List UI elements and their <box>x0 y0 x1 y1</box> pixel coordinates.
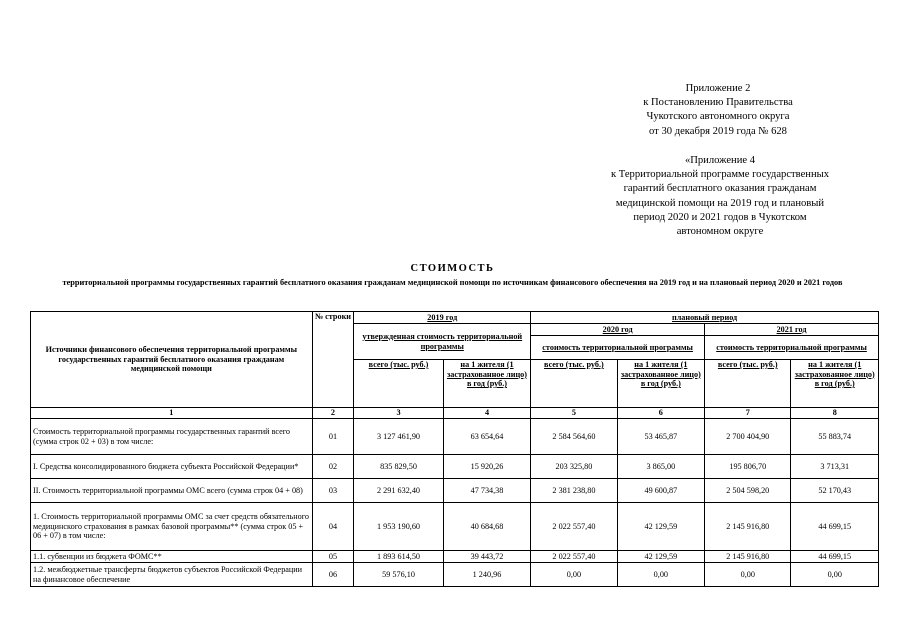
table-row <box>31 419 879 455</box>
header-approved-cost: утвержденная стоимость территориальной программы <box>354 324 531 360</box>
value-per-capita-2019: 15 920,26 <box>443 455 530 479</box>
column-number: 3 <box>354 408 443 419</box>
value-per-capita-2021: 44 699,15 <box>791 551 879 563</box>
appendix2-line: «Приложение 4 <box>684 155 756 166</box>
value-total-2019: 3 127 461,90 <box>354 419 443 455</box>
value-total-2020: 0,00 <box>531 563 617 587</box>
value-per-capita-2021: 3 713,31 <box>791 455 879 479</box>
header-source: Источники финансового обеспечения территориальной программы государственных гарантий бесплатного оказания гражданам медицинской помощи <box>31 312 313 408</box>
appendix-block <box>600 82 836 139</box>
header-row-number: № строки <box>312 312 354 408</box>
header-cost-2020: стоимость территориальной программы <box>531 336 705 360</box>
value-total-2019: 59 576,10 <box>354 563 443 587</box>
value-per-capita-2020: 53 465,87 <box>617 419 704 455</box>
header-total-2020: всего (тыс. руб.) <box>531 360 617 408</box>
value-per-capita-2021: 52 170,43 <box>791 479 879 503</box>
table-row <box>31 551 879 563</box>
appendix-line: Чукотского автономного округа <box>646 111 790 123</box>
header-cost-2021: стоимость территориальной программы <box>705 336 879 360</box>
table-row <box>31 503 879 551</box>
appendix2-line: гарантий бесплатного оказания гражданам <box>623 183 817 195</box>
header-per-capita-2019: на 1 жителя (1 застрахованное лицо) в год (руб.) <box>443 360 530 408</box>
value-total-2021: 2 145 916,80 <box>705 503 791 551</box>
appendix-line: Приложение 2 <box>685 83 751 94</box>
value-total-2021: 195 806,70 <box>705 455 791 479</box>
table-row <box>31 479 879 503</box>
value-total-2021: 0,00 <box>705 563 791 587</box>
value-per-capita-2021: 55 883,74 <box>791 419 879 455</box>
appendix2-line: к Территориальной программе государственных <box>610 169 830 181</box>
value-total-2019: 1 953 190,60 <box>354 503 443 551</box>
value-per-capita-2020: 42 129,59 <box>617 551 704 563</box>
value-total-2021: 2 145 916,80 <box>705 551 791 563</box>
value-per-capita-2019: 40 684,68 <box>443 503 530 551</box>
appendix-line: к Постановлению Правительства <box>643 97 793 109</box>
row-name: 1. Стоимость территориальной программы ОМС за счет средств обязательного медицинского страхования в рамках базовой программы** (сумма строк 05 + 06 + 07) в том числе: <box>31 503 313 551</box>
value-total-2019: 835 829,50 <box>354 455 443 479</box>
document-title: СТОИМОСТЬ <box>410 263 495 274</box>
appendix-line: от 30 декабря 2019 года № 628 <box>649 125 787 137</box>
row-number: 03 <box>312 479 354 503</box>
appendix2-line: медицинской помощи на 2019 год и плановый <box>615 197 825 209</box>
value-per-capita-2020: 49 600,87 <box>617 479 704 503</box>
header-per-capita-2021: на 1 жителя (1 застрахованное лицо) в год (руб.) <box>791 360 879 408</box>
header-year-2020: 2020 год <box>531 324 705 336</box>
value-total-2019: 1 893 614,50 <box>354 551 443 563</box>
value-per-capita-2021: 0,00 <box>791 563 879 587</box>
value-total-2019: 2 291 632,40 <box>354 479 443 503</box>
row-name: 1.1. субвенции из бюджета ФОМС** <box>31 551 313 563</box>
table-row <box>31 455 879 479</box>
row-name: I. Средства консолидированного бюджета субъекта Российской Федерации* <box>31 455 313 479</box>
column-number: 2 <box>312 408 354 419</box>
row-number: 02 <box>312 455 354 479</box>
header-total-2019: всего (тыс. руб.) <box>354 360 443 408</box>
column-number: 4 <box>443 408 530 419</box>
value-per-capita-2019: 1 240,96 <box>443 563 530 587</box>
header-total-2021: всего (тыс. руб.) <box>705 360 791 408</box>
column-number: 7 <box>705 408 791 419</box>
row-number: 05 <box>312 551 354 563</box>
appendix-block-2 <box>590 154 850 239</box>
header-year-2021: 2021 год <box>705 324 879 336</box>
column-number: 5 <box>531 408 617 419</box>
table-row <box>31 563 879 587</box>
value-per-capita-2020: 0,00 <box>617 563 704 587</box>
row-name: Стоимость территориальной программы государственных гарантий всего (сумма строк 02 + 03) в том числе: <box>31 419 313 455</box>
header-year-2019: 2019 год <box>354 312 531 324</box>
appendix2-line: период 2020 и 2021 годов в Чукотском <box>633 211 807 223</box>
value-per-capita-2019: 39 443,72 <box>443 551 530 563</box>
value-total-2020: 2 022 557,40 <box>531 551 617 563</box>
value-total-2021: 2 504 598,20 <box>705 479 791 503</box>
value-total-2020: 203 325,80 <box>531 455 617 479</box>
row-number: 04 <box>312 503 354 551</box>
value-per-capita-2020: 3 865,00 <box>617 455 704 479</box>
value-per-capita-2019: 47 734,38 <box>443 479 530 503</box>
value-total-2021: 2 700 404,90 <box>705 419 791 455</box>
value-total-2020: 2 022 557,40 <box>531 503 617 551</box>
value-per-capita-2019: 63 654,64 <box>443 419 530 455</box>
row-name: II. Стоимость территориальной программы ОМС всего (сумма строк 04 + 08) <box>31 479 313 503</box>
column-number: 8 <box>791 408 879 419</box>
row-number: 01 <box>312 419 354 455</box>
column-number: 6 <box>617 408 704 419</box>
header-planned-period: плановый период <box>531 312 879 324</box>
value-per-capita-2021: 44 699,15 <box>791 503 879 551</box>
value-total-2020: 2 381 238,80 <box>531 479 617 503</box>
header-per-capita-2020: на 1 жителя (1 застрахованное лицо) в год (руб.) <box>617 360 704 408</box>
row-name: 1.2. межбюджетные трансферты бюджетов субъектов Российской Федерации на финансовое обеспечение <box>31 563 313 587</box>
cost-table <box>30 311 879 587</box>
column-number: 1 <box>31 408 313 419</box>
row-number: 06 <box>312 563 354 587</box>
value-per-capita-2020: 42 129,59 <box>617 503 704 551</box>
column-number-row <box>31 408 879 419</box>
appendix2-line: автономном округе <box>676 226 764 238</box>
document-subtitle: территориальной программы государственных гарантий бесплатного оказания гражданам медицинской помощи по источникам финансового обеспечения на 2019 год и на плановый период 2020 и 2021 годов <box>62 278 843 287</box>
value-total-2020: 2 584 564,60 <box>531 419 617 455</box>
